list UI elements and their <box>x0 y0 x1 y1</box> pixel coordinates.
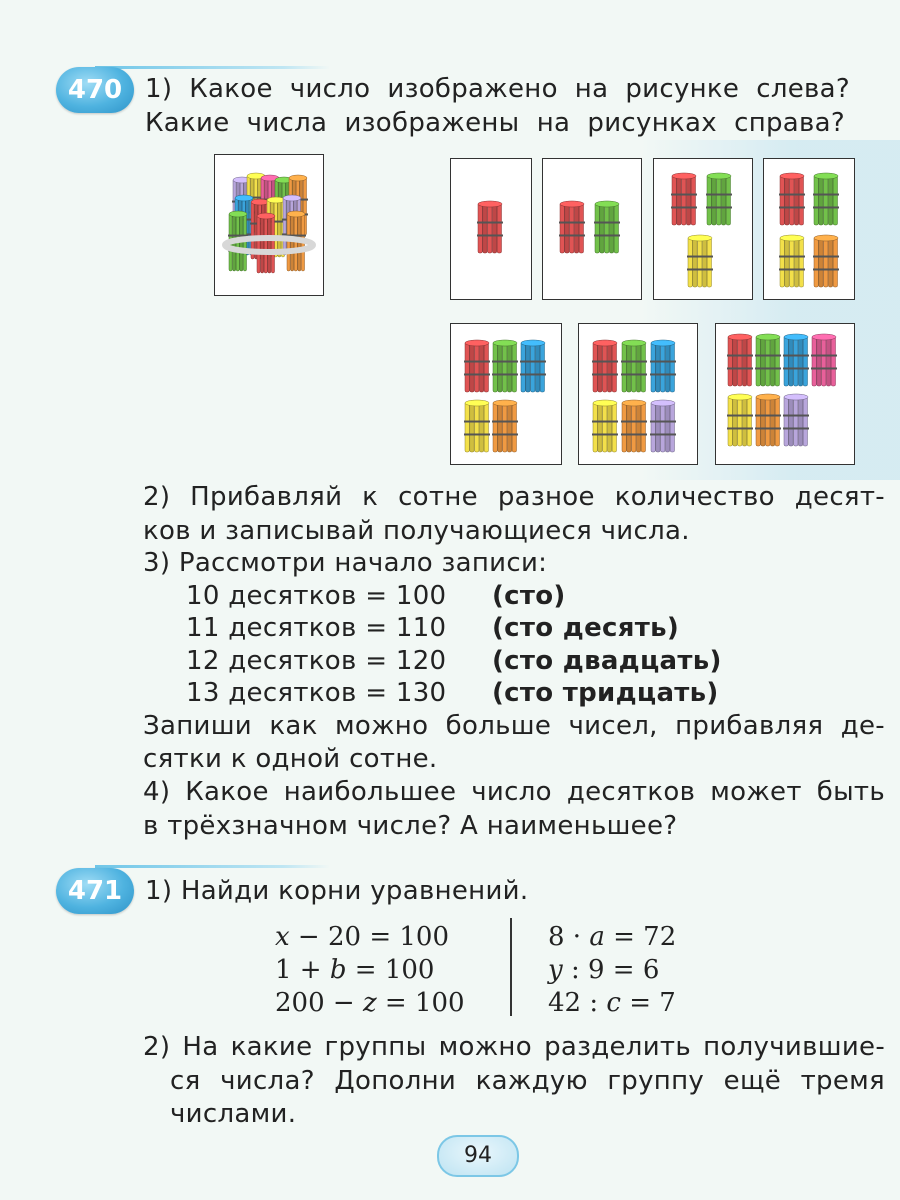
task-470-q1-line1: 1) Какое число изображено на рисунке слева? <box>145 74 850 104</box>
picture-7 <box>715 323 855 465</box>
equation-left-1: x − 20 = 100 <box>275 922 450 952</box>
ten-bundle-icon <box>477 201 503 253</box>
task-470-write-line1: Запиши как можно больше чисел, прибавляя де- <box>143 711 885 741</box>
equation-left-3: 200 − z = 100 <box>275 988 465 1018</box>
task-471-q2-line2: ся числа? Дополни каждую группу ещё тремя <box>170 1066 885 1096</box>
task-471-badge: 471 <box>56 868 134 914</box>
page-number: 94 <box>437 1135 519 1177</box>
picture-1-bundles <box>451 159 531 299</box>
task-470-q4-line2: в трёхзначном числе? А наименьшее? <box>143 811 678 841</box>
ten-bundle-icon <box>592 340 618 392</box>
ten-bundle-icon <box>464 400 490 452</box>
ten-bundle-icon <box>755 394 781 446</box>
ten-bundle-icon <box>811 334 837 386</box>
ten-bundle-icon <box>520 340 546 392</box>
ten-bundle-icon <box>687 235 713 287</box>
ten-bundle-icon <box>813 173 839 225</box>
picture-7-bundles <box>716 324 854 464</box>
ten-bundle-icon <box>559 201 585 253</box>
record-row-1-lhs: 10 десятков = 100 <box>186 581 447 611</box>
task-470-q1-line2: Какие числа изображены на рисунках справа? <box>145 108 845 138</box>
ten-bundle-icon <box>464 340 490 392</box>
ten-bundle-icon <box>594 201 620 253</box>
task-470-q2-line2: ков и записывай получающиеся числа. <box>143 516 690 546</box>
equation-right-1: 8 · a = 72 <box>548 922 677 952</box>
equation-right-3: 42 : c = 7 <box>548 988 676 1018</box>
picture-2-bundles <box>543 159 641 299</box>
picture-1 <box>450 158 532 300</box>
ten-bundle-icon <box>779 173 805 225</box>
record-row-3-word: (сто двадцать) <box>492 646 722 676</box>
task-470-write-line2: сятки к одной сотне. <box>143 744 438 774</box>
equation-right-2: y : 9 = 6 <box>548 955 660 985</box>
task-471-rule <box>95 865 330 868</box>
picture-3 <box>653 158 753 300</box>
ten-bundle-icon <box>650 400 676 452</box>
record-row-4-word: (сто тридцать) <box>492 678 719 708</box>
ten-bundle-icon <box>621 340 647 392</box>
ten-bundle-icon <box>621 400 647 452</box>
hundred-bundle-picture <box>214 154 324 296</box>
task-471-q2-line3: числами. <box>170 1099 297 1129</box>
ten-bundle-icon <box>779 235 805 287</box>
ten-bundle-icon <box>727 334 753 386</box>
record-row-1-word: (сто) <box>492 581 566 611</box>
hundred-bundle-icon <box>215 155 323 295</box>
record-row-2-lhs: 11 десятков = 110 <box>186 613 447 643</box>
record-row-4-lhs: 13 десятков = 130 <box>186 678 447 708</box>
task-470-q4-line1: 4) Какое наибольшее число десятков может быть <box>143 777 885 807</box>
picture-2 <box>542 158 642 300</box>
picture-6 <box>578 323 698 465</box>
equations-divider <box>510 918 512 1016</box>
task-470-rule <box>95 66 330 69</box>
task-471-q1: 1) Найди корни уравнений. <box>145 876 529 906</box>
picture-4 <box>763 158 855 300</box>
picture-4-bundles <box>764 159 854 299</box>
ten-bundle-icon <box>706 173 732 225</box>
record-row-3-lhs: 12 десятков = 120 <box>186 646 447 676</box>
ten-bundle-icon <box>492 340 518 392</box>
picture-5 <box>450 323 562 465</box>
ten-bundle-icon <box>727 394 753 446</box>
picture-5-bundles <box>451 324 561 464</box>
ten-bundle-icon <box>755 334 781 386</box>
task-470-q3: 3) Рассмотри начало записи: <box>143 548 548 578</box>
ten-bundle-icon <box>592 400 618 452</box>
picture-3-bundles <box>654 159 752 299</box>
ten-bundle-icon <box>813 235 839 287</box>
task-470-badge: 470 <box>56 67 134 113</box>
ten-bundle-icon <box>492 400 518 452</box>
ten-bundle-icon <box>256 213 276 273</box>
record-row-2-word: (сто десять) <box>492 613 680 643</box>
ten-bundle-icon <box>671 173 697 225</box>
ten-bundle-icon <box>783 394 809 446</box>
ten-bundle-icon <box>650 340 676 392</box>
picture-6-bundles <box>579 324 697 464</box>
ten-bundle-icon <box>783 334 809 386</box>
task-471-q2-line1: 2) На какие группы можно разделить получившие- <box>143 1032 885 1062</box>
task-470-q2-line1: 2) Прибавляй к сотне разное количество десят- <box>143 482 885 512</box>
equation-left-2: 1 + b = 100 <box>275 955 435 985</box>
